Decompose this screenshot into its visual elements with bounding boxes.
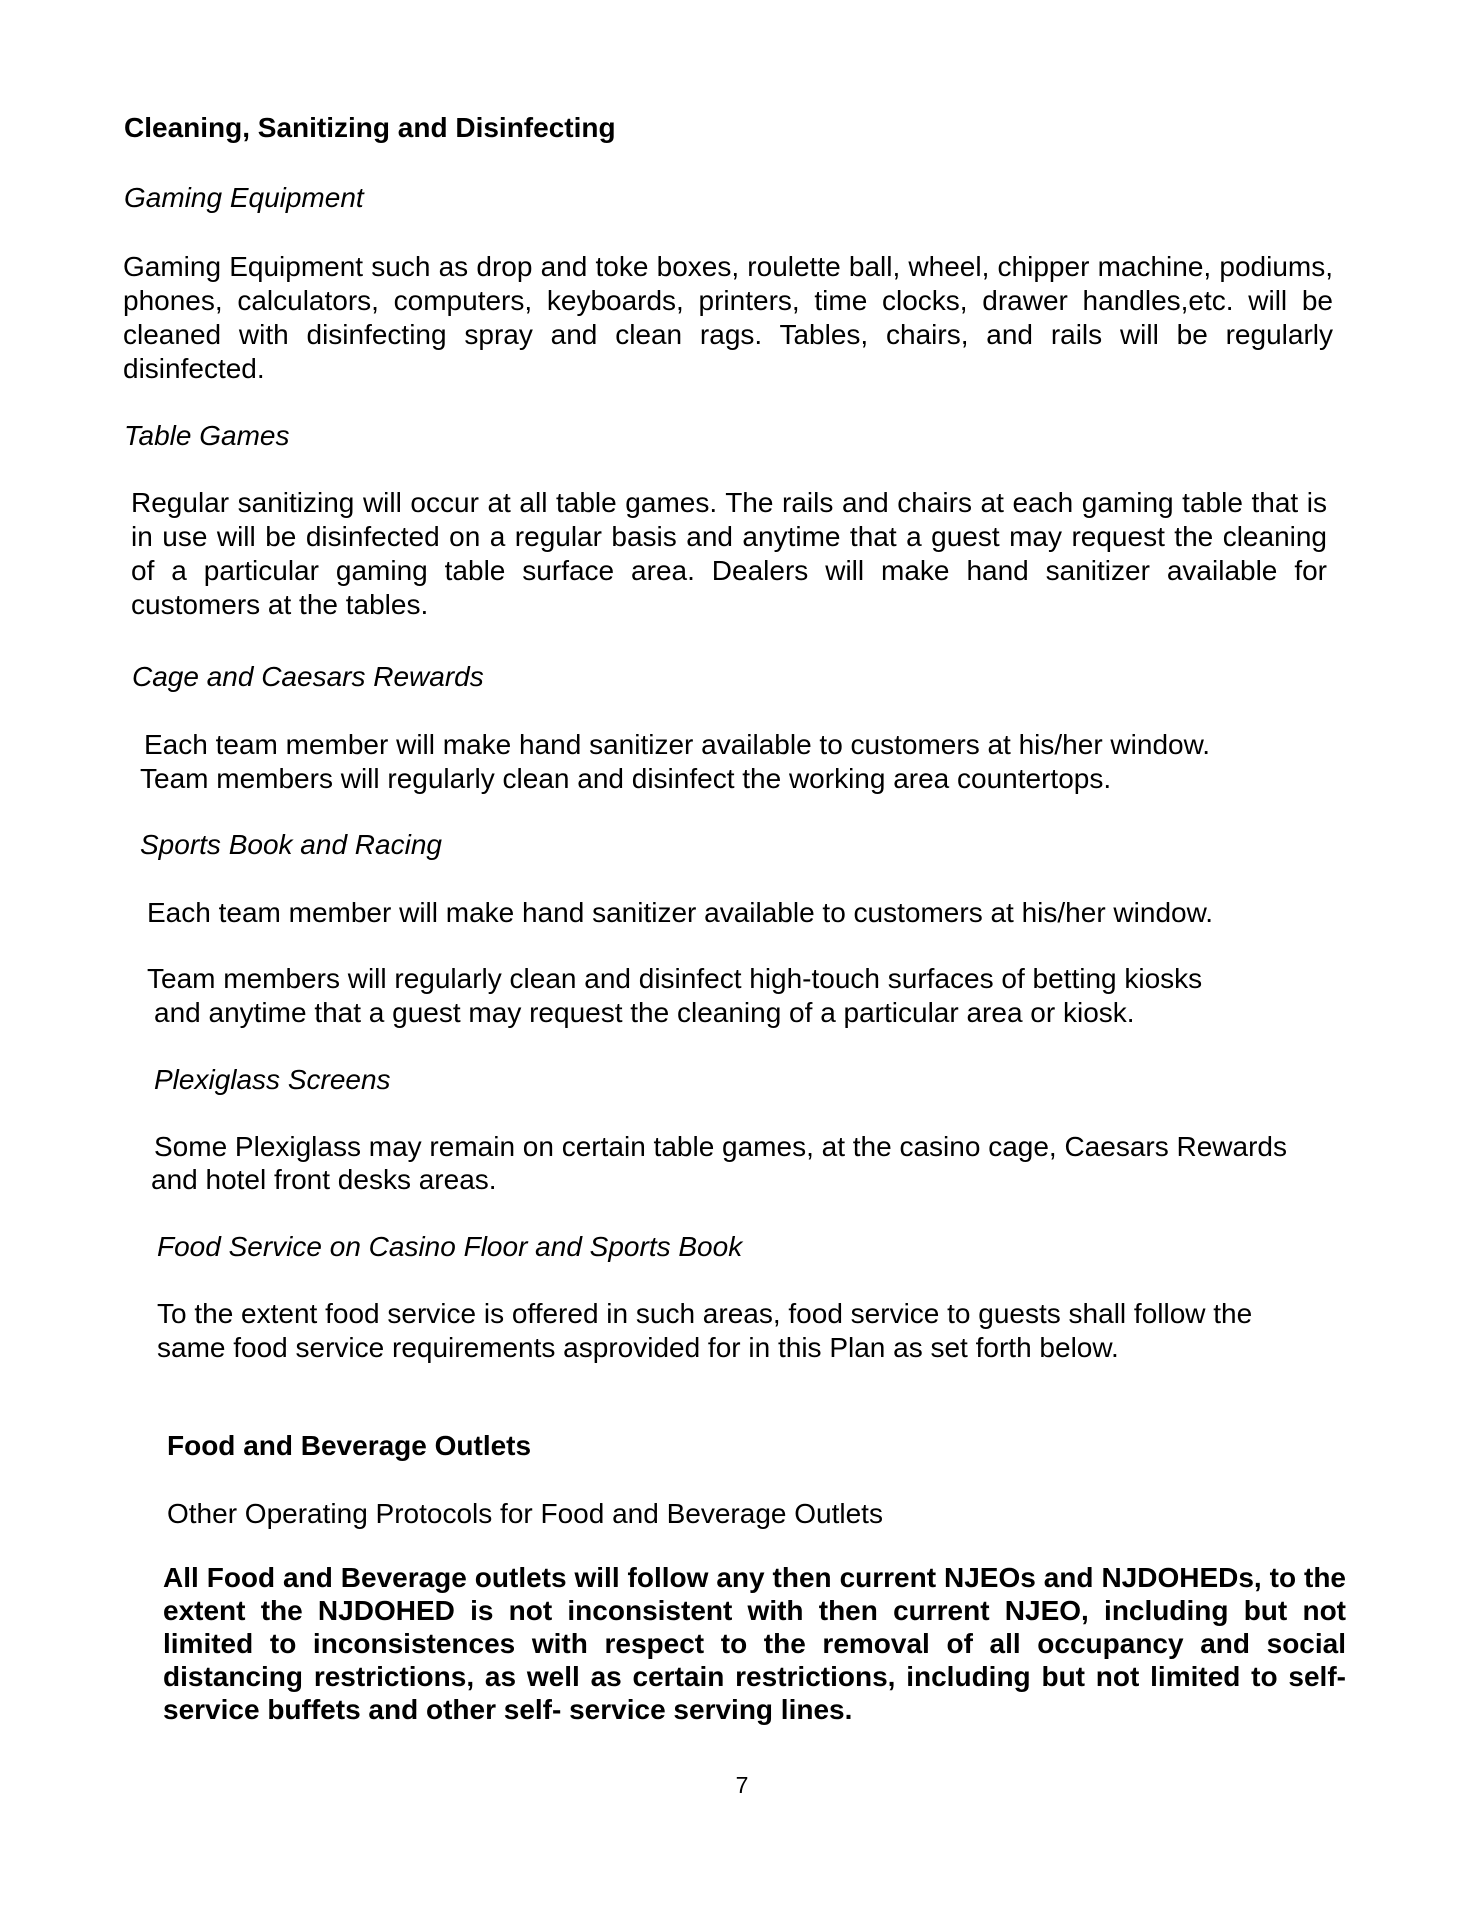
subheading-food-service: Food Service on Casino Floor and Sports Book — [157, 1231, 743, 1262]
plexiglass-line-2: and hotel front desks areas. — [151, 1164, 497, 1195]
page-number: 7 — [735, 1772, 749, 1798]
subheading-food-protocols: Other Operating Protocols for Food and Beverage Outlets — [167, 1498, 883, 1529]
subheading-plexiglass: Plexiglass Screens — [154, 1064, 391, 1095]
subheading-cage-rewards: Cage and Caesars Rewards — [132, 661, 484, 692]
food-service-line-2: same food service requirements asprovided for in this Plan as set forth below. — [157, 1332, 1119, 1363]
paragraph-gaming-equipment: Gaming Equipment such as drop and toke boxes, roulette ball, wheel, chipper machine, podiums, phones, calculators, computers, keyboards, printers, time clocks, drawer handles,etc. will be cleaned with disinfecting spray and clean rags. Tables, chairs, and rails will be regularly disinfected. — [123, 251, 1333, 384]
subheading-table-games: Table Games — [124, 420, 290, 451]
subheading-sports-book: Sports Book and Racing — [140, 829, 442, 860]
subheading-gaming-equipment: Gaming Equipment — [124, 182, 364, 213]
paragraph-table-games: Regular sanitizing will occur at all table games. The rails and chairs at each gaming table that is in use will be disinfected on a regular basis and anytime that a guest may request the cleaning of a particular gaming table surface area. Dealers will make hand sanitizer available for customers at the tables. — [131, 487, 1327, 620]
sports-book-line-2: Team members will regularly clean and disinfect high-touch surfaces of betting kiosks — [147, 963, 1203, 994]
plexiglass-line-1: Some Plexiglass may remain on certain table games, at the casino cage, Caesars Rewards — [154, 1131, 1287, 1162]
food-service-line-1: To the extent food service is offered in such areas, food service to guests shall follow the — [157, 1298, 1253, 1329]
sports-book-line-3: and anytime that a guest may request the cleaning of a particular area or kiosk. — [154, 997, 1135, 1028]
cage-line-1: Each team member will make hand sanitizer available to customers at his/her window. — [144, 729, 1211, 760]
section-heading-food-beverage: Food and Beverage Outlets — [167, 1430, 532, 1461]
sports-book-line-1: Each team member will make hand sanitizer available to customers at his/her window. — [147, 897, 1214, 928]
section-heading-cleaning: Cleaning, Sanitizing and Disinfecting — [124, 112, 616, 143]
cage-line-2: Team members will regularly clean and disinfect the working area countertops. — [140, 763, 1112, 794]
paragraph-food-beverage: All Food and Beverage outlets will follow any then current NJEOs and NJDOHEDs, to the extent the NJDOHED is not inconsistent with then current NJEO, including but not limited to inconsistences with respect to the removal of all occupancy and social distancing restrictions, as well as certain restrictions, including but not limited to self-service buffets and other self- service serving lines. — [163, 1562, 1346, 1725]
